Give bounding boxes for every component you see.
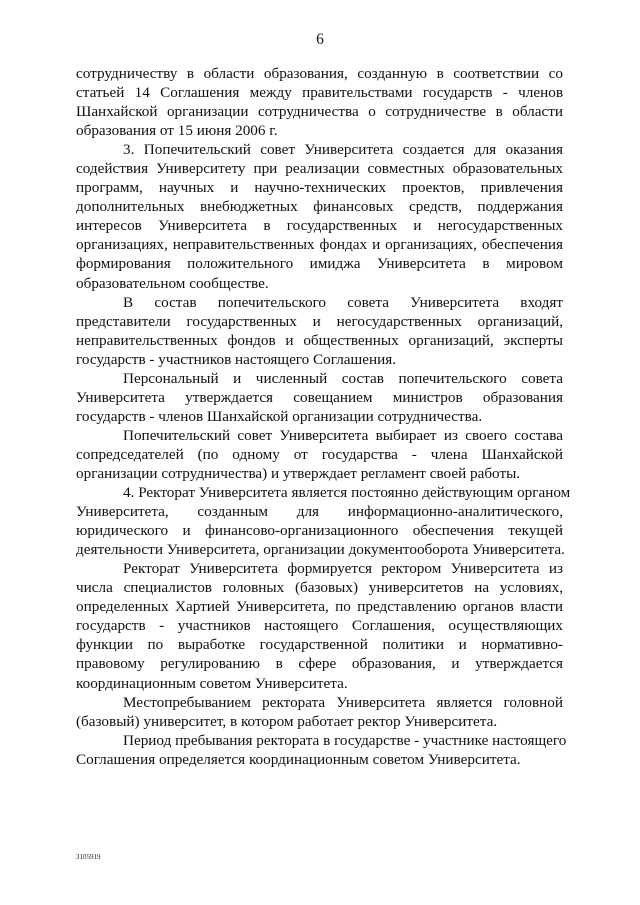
text-line: интересов Университета в государственных и негосударственных — [76, 217, 563, 235]
text-line: содействия Университету при реализации совместных образовательных — [76, 160, 563, 178]
text-line: сопредседателей (по одному от государства - члена Шанхайской — [76, 445, 563, 463]
text-line: Соглашения определяется координационным советом Университета. — [76, 750, 521, 768]
paragraph — [76, 140, 563, 292]
document-code: 3105919 — [76, 853, 101, 861]
text-line: функции по выработке государственной политики и нормативно- — [76, 636, 563, 654]
text-line: организации сотрудничества) и утверждает регламент своей работы. — [76, 464, 521, 482]
text-line: определенных Хартией Университета, по представлению органов власти — [76, 598, 563, 616]
page-number: 6 — [316, 31, 324, 48]
text-line: Персональный и численный состав попечительского совета — [123, 369, 563, 387]
paragraph — [76, 293, 563, 369]
paragraph — [76, 64, 563, 140]
text-line: образовательном сообществе. — [76, 274, 269, 292]
text-line: Шанхайской организации сотрудничества о сотрудничестве в области — [76, 103, 563, 121]
text-line: Попечительский совет Университета выбирает из своего состава — [123, 426, 563, 444]
text-line: неправительственных фондов и общественных организаций, эксперты — [76, 331, 563, 349]
paragraph — [76, 369, 563, 426]
text-line: 3. Попечительский совет Университета создается для оказания — [123, 141, 563, 159]
text-line: статьей 14 Соглашения между правительствами государств - членов — [76, 84, 563, 102]
text-line: программ, научных и научно-технических проектов, привлечения — [76, 179, 563, 197]
paragraph — [76, 483, 571, 559]
text-line: формирования положительного имиджа Университета в мировом — [76, 255, 563, 273]
text-line: Местопребыванием ректората Университета является головной — [123, 693, 563, 711]
paragraph — [76, 731, 567, 769]
text-line: образования от 15 июня 2006 г. — [76, 122, 278, 140]
text-line: государств - участников настоящего Соглашения, осуществляющих — [76, 617, 563, 635]
text-line: Период пребывания ректората в государстве - участнике настоящего — [123, 731, 567, 749]
text-line: координационным советом Университета. — [76, 674, 348, 692]
text-line: Ректорат Университета формируется ректором Университета из — [123, 560, 563, 578]
text-line: юридического и финансово-организационного обеспечения текущей — [76, 522, 563, 540]
text-line: (базовый) университет, в котором работает ректор Университета. — [76, 712, 498, 730]
text-line: представители государственных и негосударственных организаций, — [76, 312, 563, 330]
text-line: дополнительных внебюджетных финансовых средств, поддержания — [76, 198, 563, 216]
text-line: правовому регулированию в сфере образования, и утверждается — [76, 655, 563, 673]
text-line: В состав попечительского совета Университета входят — [123, 293, 563, 311]
text-line: организациях, неправительственных фондах и организациях, обеспечения — [76, 236, 563, 254]
text-line: сотрудничеству в области образования, созданную в соответствии со — [76, 65, 563, 82]
text-line: деятельности Университета, организации документооборота Университета. — [76, 541, 565, 559]
paragraph — [76, 426, 563, 483]
text-line: Университета утверждается совещанием министров образования — [76, 388, 563, 406]
text-line: числа специалистов головных (базовых) университетов на условиях, — [76, 579, 563, 597]
text-line: Университета, созданным для информационно-аналитического, — [76, 503, 563, 521]
paragraph — [76, 693, 563, 731]
text-line: государств - участников настоящего Соглашения. — [76, 350, 397, 368]
document-body — [76, 64, 571, 769]
text-line: 4. Ректорат Университета является постоянно действующим органом — [123, 484, 571, 502]
text-line: государств - членов Шанхайской организации сотрудничества. — [76, 407, 483, 425]
paragraph — [76, 559, 563, 692]
